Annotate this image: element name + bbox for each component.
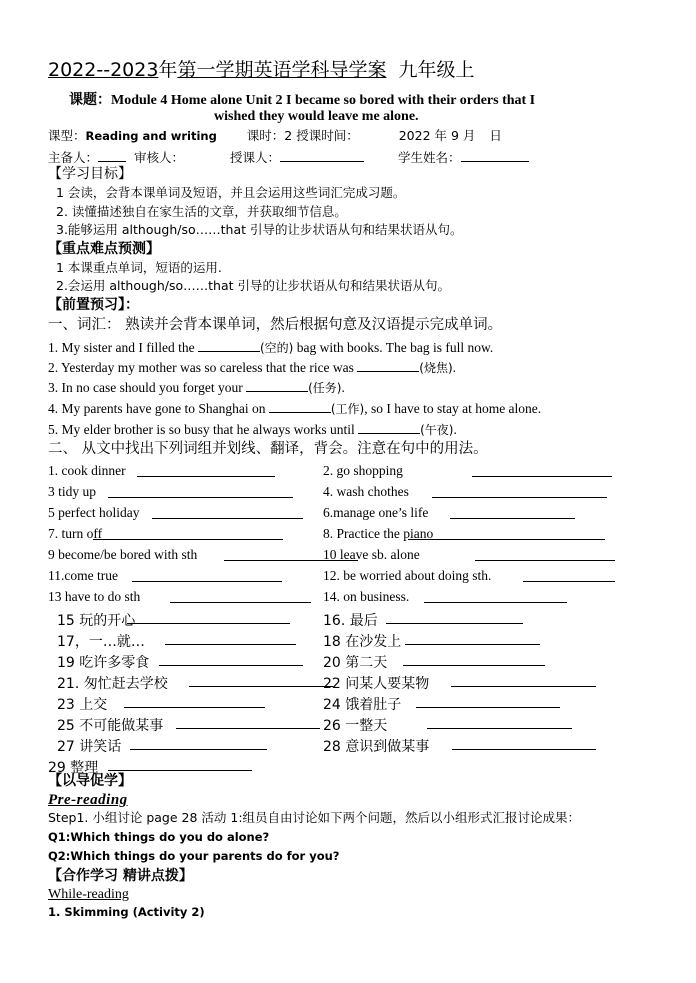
teacher-label: 授课人： [230,150,281,165]
part1-heading: 一、词汇： 熟读并会背本课单词，然后根据句意及汉语提示完成单词。 [48,317,503,333]
page-title [48,61,475,80]
sentence-4-blank[interactable] [269,401,331,413]
type-label: 课型： [48,128,86,143]
sentence-3 [48,380,345,395]
sentence-2-text: 2. Yesterday my mother was so careless that the rice was [48,360,354,375]
sentence-2 [48,360,456,375]
answer-blank[interactable] [130,749,267,750]
sentence-3-text: 3. In no case should you forget your [48,380,243,395]
phrase-row [0,652,696,670]
phrase-row [0,631,696,649]
phrase-right: 6.manage one’s life [323,505,429,520]
teacher-blank[interactable] [280,150,364,162]
phrase-row [0,526,696,544]
title-year: 2022--2023 [48,59,159,81]
period-label: 课时：2 授课时间： [246,128,359,143]
sentence-5-blank[interactable] [358,422,420,434]
phrase-right: 16. 最后 [323,613,378,629]
title-nian: 年 [158,59,178,81]
phrase-row [0,568,696,586]
phrase-left: 27 讲笑话 [57,739,122,755]
answer-blank[interactable] [137,476,275,477]
phrase-right: 8. Practice the piano [323,526,434,541]
phrase-right: 10 leave sb. alone [323,547,420,562]
title-term: 第一学期英语学科导学案 [177,59,387,81]
sentence-3-hint: (任务) [308,381,342,395]
goal-item-1: 1 会读，会背本课单词及短语，并且会运用这些词汇完成习题。 [56,185,406,200]
answer-blank[interactable] [432,497,607,498]
phrase-left: 25 不可能做某事 [57,718,164,734]
phrase-left: 15 玩的开心 [57,613,136,629]
answer-blank[interactable] [450,518,575,519]
answer-blank[interactable] [159,665,303,666]
while-reading-heading: While-reading [48,887,129,902]
sentence-3-blank[interactable] [246,380,308,392]
phrase-left: 1. cook dinner [48,463,126,478]
preparer-blank[interactable] [98,150,126,162]
phrase-right: 26 一整天 [323,718,388,734]
answer-blank[interactable] [108,770,252,771]
sentence-2-blank[interactable] [357,360,419,372]
phrase-row [0,736,696,754]
phrase-left: 13 have to do sth [48,589,141,604]
goal-item-3: 3.能够运用 although/so……that 引导的让步状语从句和结果状语从句。 [56,222,463,237]
phrase-right: 24 饿着肚子 [323,697,402,713]
phrase-right: 14. on business. [323,589,410,604]
phrase-left: 11.come true [48,568,118,583]
answer-blank[interactable] [132,581,282,582]
sentence-4 [48,401,541,416]
answer-blank[interactable] [93,539,283,540]
phrase-right: 12. be worried about doing sth. [323,568,492,583]
info-row-1 [48,130,502,143]
answer-blank[interactable] [124,707,265,708]
phrase-left: 29 整理 [48,760,99,776]
sentence-5-hint: (午夜) [420,423,454,437]
phrase-row [0,463,696,481]
key-item-1: 1 本课重点单词，短语的运用. [56,260,222,275]
phrase-row [0,673,696,691]
answer-blank[interactable] [189,686,333,687]
question-1: Q1:Which things do you do alone? [48,830,270,844]
answer-blank[interactable] [451,686,596,687]
answer-blank[interactable] [152,518,303,519]
title-grade: 九年级上 [398,59,475,81]
phrase-right: 4. wash chothes [323,484,409,499]
answer-blank[interactable] [472,476,612,477]
lesson-title-line2: wished they would leave me alone. [214,109,419,124]
phrase-row [0,484,696,502]
lesson-title-line1 [69,93,535,108]
sentence-5 [48,422,457,437]
sentence-1-text: 1. My sister and I filled the [48,340,195,355]
answer-blank[interactable] [427,728,572,729]
reviewer-label: 审核人： [134,150,185,165]
key-item-2: 2.会运用 although/so……that 引导的让步状语从句和结果状语从句。 [56,278,451,293]
sentence-1-tail: bag with books. The bag is full now. [293,340,494,355]
phrase-right: 2. go shopping [323,463,403,478]
sentence-1-blank[interactable] [198,340,260,352]
phrase-row [0,715,696,733]
guide-heading: 【以导促学】 [48,773,132,789]
phrase-row [0,589,696,607]
sentence-2-tail: . [452,360,457,375]
answer-blank[interactable] [386,623,523,624]
answer-blank[interactable] [523,581,615,582]
goals-heading: 【学习目标】 [48,166,132,182]
phrase-left: 9 become/be bored with sth [48,547,198,562]
sentence-3-tail: . [341,380,345,395]
pre-reading-heading: Pre-reading [48,792,128,808]
goal-item-2: 2. 读懂描述独自在家生活的文章，并获取细节信息。 [56,204,347,219]
phrase-right: 18 在沙发上 [323,634,402,650]
answer-blank[interactable] [176,728,320,729]
sentence-4-hint: (工作) [330,402,365,416]
preview-heading: 【前置预习】： [48,297,139,313]
answer-blank[interactable] [408,539,605,540]
sentence-1 [48,340,493,355]
info-row-2 [48,150,529,165]
phrase-left: 19 吃许多零食 [57,655,150,671]
answer-blank[interactable] [416,707,560,708]
preparer-label: 主备人： [48,150,99,165]
student-blank[interactable] [461,150,529,162]
answer-blank[interactable] [405,644,540,645]
phrase-right: 22 问某人要某物 [323,676,430,692]
phrase-right: 20 第二天 [323,655,388,671]
sentence-5-tail: . [453,422,457,437]
phrase-left: 7. turn off [48,526,103,541]
sentence-4-tail: , so I have to stay at home alone. [364,401,542,416]
answer-blank[interactable] [452,749,596,750]
phrase-row [0,505,696,523]
answer-blank[interactable] [403,665,545,666]
lesson-text-1: Module 4 Home alone Unit 2 I became so bored with their orders that I [111,93,536,108]
type-value: Reading and writing [85,129,217,143]
question-2: Q2:Which things do your parents do for you? [48,849,340,863]
answer-blank[interactable] [170,602,311,603]
sentence-5-text: 5. My elder brother is so busy that he always works until [48,422,355,437]
phrase-left: 21. 匆忙赶去学校 [57,676,168,692]
answer-blank[interactable] [475,560,615,561]
phrase-left: 5 perfect holiday [48,505,140,520]
step1-text: Step1. 小组讨论 page 28 活动 1:组员自由讨论如下两个问题，然后以小组形式汇报讨论成果： [48,810,581,825]
coop-heading: 【合作学习 精讲点拨】 [48,868,193,884]
phrase-right: 28 意识到做某事 [323,739,430,755]
student-label: 学生姓名： [398,150,461,165]
sentence-2-hint: (烧焦) [419,361,453,375]
part2-heading: 二、 从文中找出下列词组并划线、翻译，背会。注意在句中的用法。 [48,441,488,457]
lesson-label: 课题： [69,92,111,108]
answer-blank[interactable] [108,497,293,498]
sentence-4-text: 4. My parents have gone to Shanghai on [48,401,266,416]
phrase-row [0,547,696,565]
phrase-row [0,610,696,628]
skimming-heading: 1. Skimming (Activity 2) [48,905,205,919]
answer-blank[interactable] [127,623,290,624]
phrase-left: 3 tidy up [48,484,97,499]
phrase-left: 17，一…就… [57,634,145,650]
phrase-row [0,694,696,712]
phrase-left: 23 上交 [57,697,108,713]
answer-blank[interactable] [165,644,296,645]
answer-blank[interactable] [424,602,567,603]
day-label: 日 [489,128,502,143]
sentence-1-hint: (空的) [259,341,294,355]
date-value: 2022 年 9 月 [398,128,476,143]
key-heading: 【重点难点预测】 [48,241,160,257]
